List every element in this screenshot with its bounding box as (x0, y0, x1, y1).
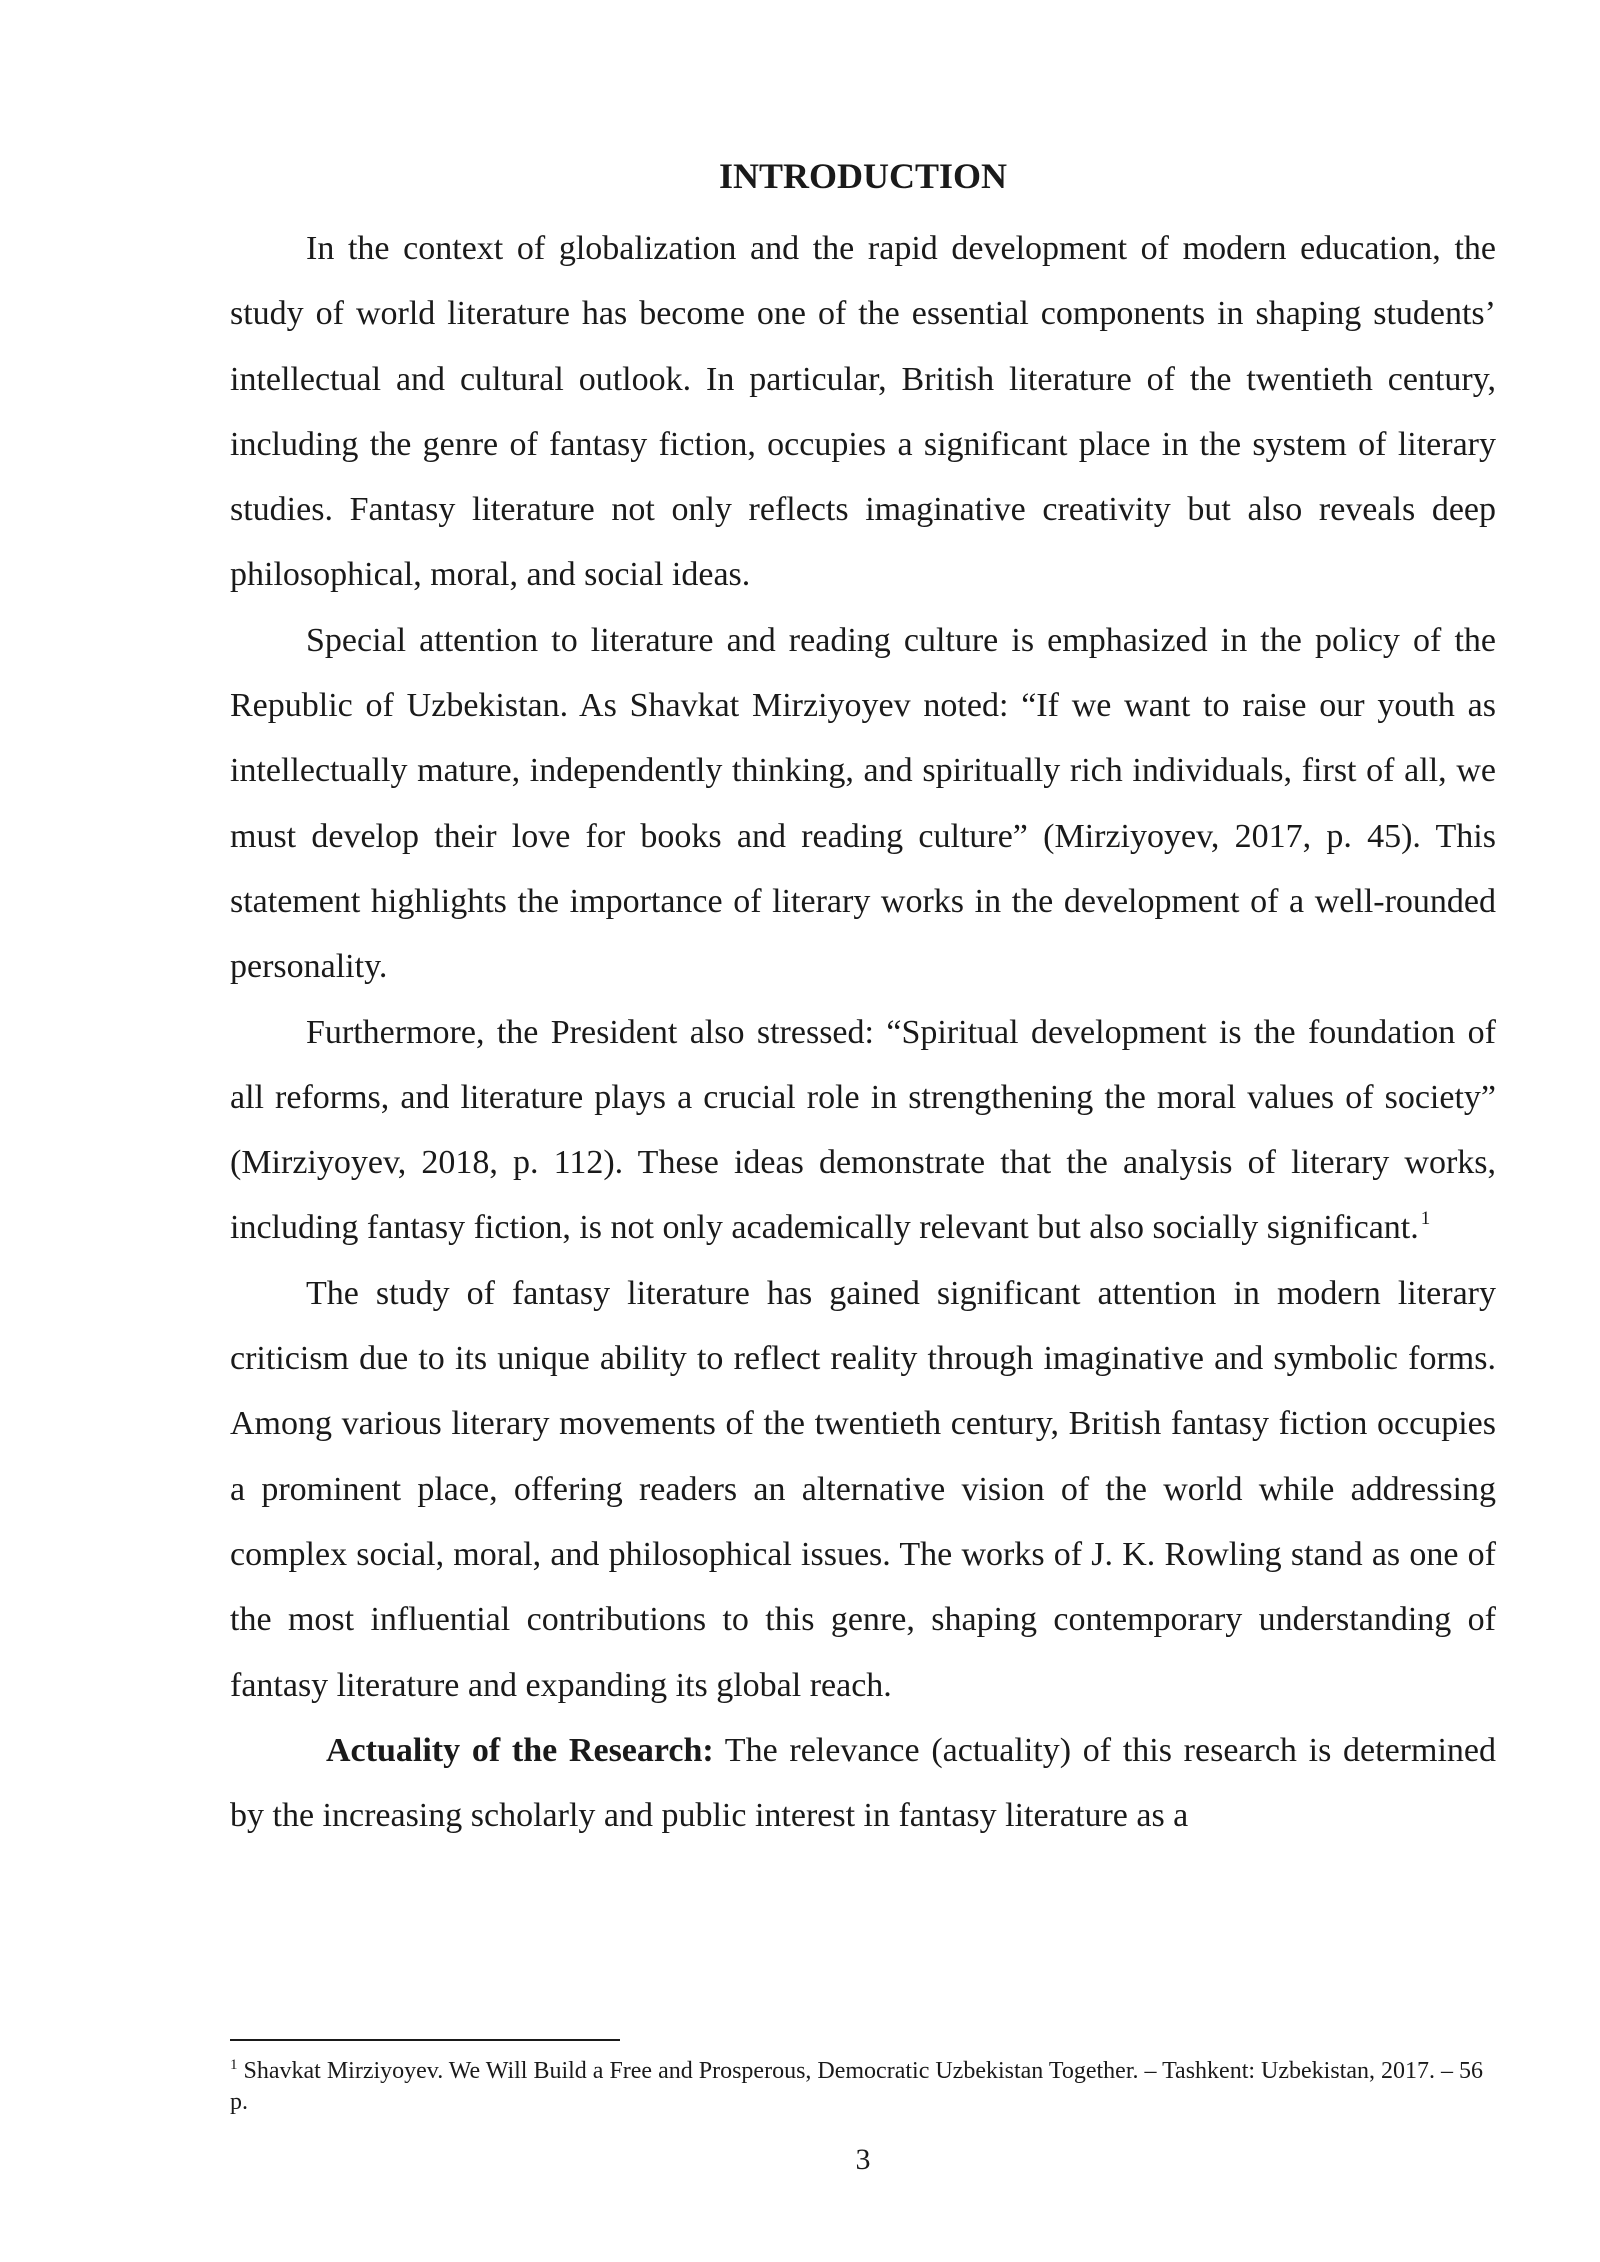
footnote-text: Shavkat Mirziyoyev. We Will Build a Free and Prosperous, Democratic Uzbekistan Together. – Tashkent: Uzbekistan, 2017. – 56 p. (230, 2058, 1483, 2115)
footnote-separator (230, 2039, 620, 2041)
paragraph-1: In the context of globalization and the rapid development of modern education, the study of world literature has become one of the essential components in shaping students’ intellectual and cultural outlook. In particular, British literature of the twentieth century, including the genre of fantasy fiction, occupies a significant place in the system of literary studies. Fantasy literature not only reflects imaginative creativity but also reveals deep philosophical, moral, and social ideas. (230, 230, 1496, 594)
footnote-reference[interactable]: 1 (1420, 1208, 1431, 1230)
actuality-lead: Actuality of the Research: (326, 1731, 714, 1769)
paragraph-actuality (230, 1718, 1496, 1849)
footnote (230, 2056, 1496, 2118)
paragraph-2: Special attention to literature and reading culture is emphasized in the policy of the Republic of Uzbekistan. As Shavkat Mirziyoyev noted: “If we want to raise our youth as intellectually mature, independently thinking, and spiritually rich individuals, first of all, we must develop their love for books and reading culture” (Mirziyoyev, 2017, p. 45). This statement highlights the importance of literary works in the development of a well-rounded personality. (230, 621, 1496, 986)
paragraph-3-text: Furthermore, the President also stressed: “Spiritual development is the foundation of all reforms, and literature plays a crucial role in strengthening the moral values of society” (Mirziyoyev, 2018, p. 112). These ideas demonstrate that the analysis of literary works, including fantasy fiction, is not only academically relevant but also socially significant. (230, 1013, 1496, 1247)
paragraph-4: The study of fantasy literature has gained significant attention in modern literary criticism due to its unique ability to reflect reality through imaginative and symbolic forms. Among various literary movements of the twentieth century, British fantasy fiction occupies a prominent place, offering readers an alternative vision of the world while addressing complex social, moral, and philosophical issues. The works of J. K. Rowling stand as one of the most influential contributions to this genre, shaping contemporary understanding of fantasy literature and expanding its global reach. (230, 1274, 1496, 1704)
page-number: 3 (855, 2143, 871, 2176)
paragraph-3 (230, 1000, 1496, 1261)
actuality-text: The relevance (actuality) of this research is determined by the increasing scholarly and public interest in fantasy literature as a (230, 1731, 1496, 1835)
section-heading: INTRODUCTION (718, 156, 1008, 196)
page-body (230, 150, 1496, 1848)
footnote-number: 1 (230, 2057, 238, 2073)
